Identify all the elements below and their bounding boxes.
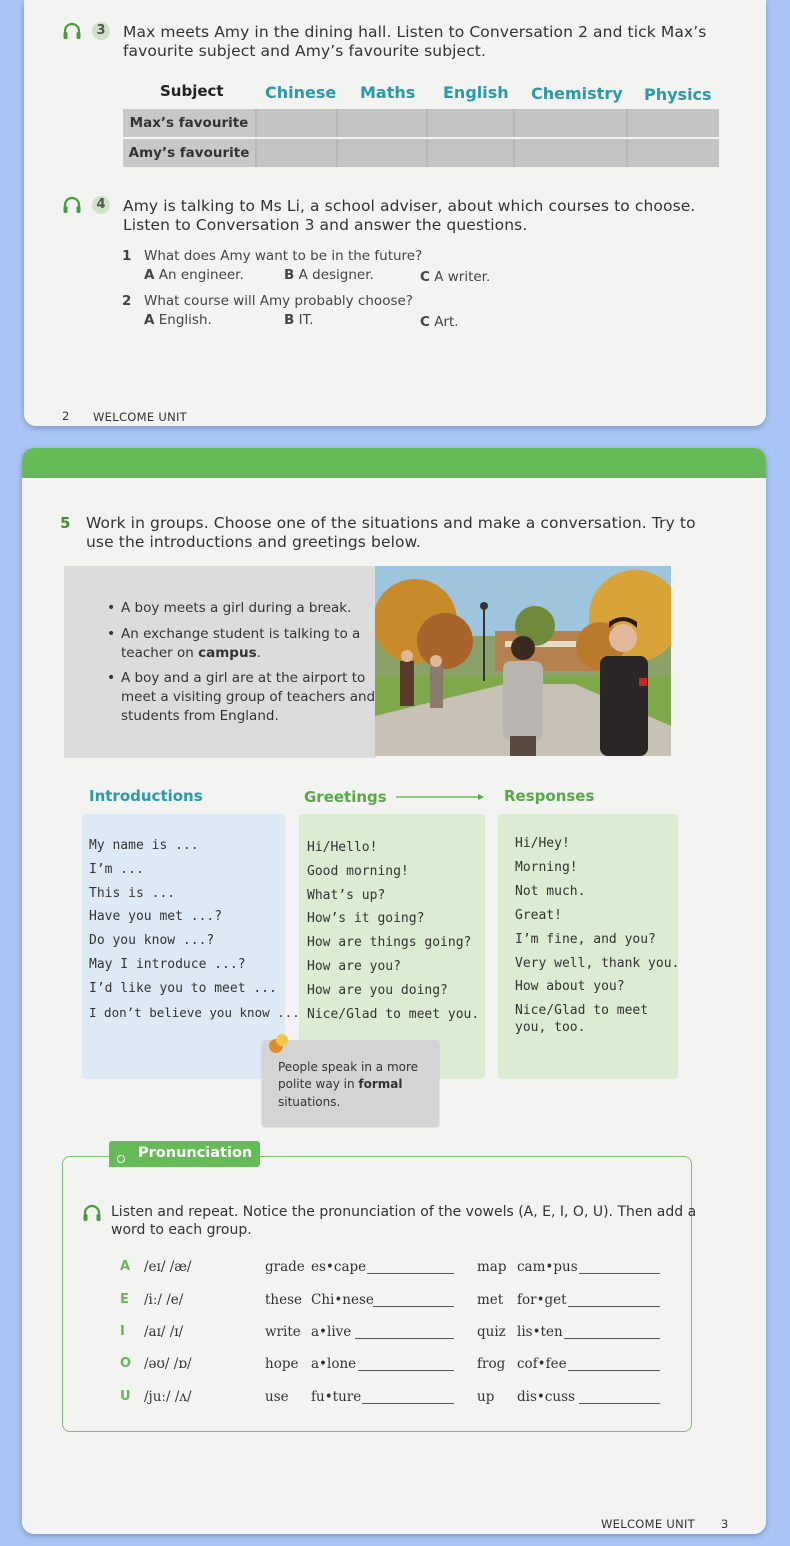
situation-3-line2: meet a visiting group of teachers and xyxy=(121,689,376,705)
intro-phrase: May I introduce ...? xyxy=(89,957,246,972)
example-word: cam•pus xyxy=(517,1259,578,1275)
tick-cell-amy-maths[interactable] xyxy=(338,139,426,167)
vowel-sounds: /eɪ/ /æ/ xyxy=(144,1259,192,1275)
vowel-letter: I xyxy=(120,1324,125,1339)
answer-blank[interactable] xyxy=(568,1370,660,1371)
answer-blank[interactable] xyxy=(355,1338,454,1339)
example-word: dis•cuss xyxy=(517,1389,575,1405)
intro-phrase: This is ... xyxy=(89,886,176,901)
vowel-sounds: /əʊ/ /ɒ/ xyxy=(144,1356,192,1372)
q4-item-question: What does Amy want to be in the future? xyxy=(144,248,423,264)
q3-text-line2: favourite subject and Amy’s favourite subject. xyxy=(123,42,487,60)
example-word: fu•ture xyxy=(311,1389,362,1405)
pronunciation-instruction-line1: Listen and repeat. Notice the pronunciation of the vowels (A, E, I, O, U). Then add a xyxy=(111,1204,697,1220)
page-number: 2 xyxy=(62,409,70,423)
campus-photo xyxy=(375,566,671,756)
example-word: hope xyxy=(265,1356,299,1372)
response-phrase: Not much. xyxy=(515,884,586,899)
note-line3: situations. xyxy=(278,1095,341,1109)
example-word: for•get xyxy=(517,1292,567,1308)
answer-blank[interactable] xyxy=(367,1273,454,1274)
q4-text-line2: Listen to Conversation 3 and answer the questions. xyxy=(123,216,528,234)
situation-2: • An exchange student is talking to a xyxy=(121,625,360,644)
greeting-phrase: How’s it going? xyxy=(307,911,425,926)
textbook-page-2 xyxy=(24,0,766,426)
subject-chemistry: Chemistry xyxy=(531,84,623,103)
response-phrase: Hi/Hey! xyxy=(515,836,570,851)
tick-cell-max-chinese[interactable] xyxy=(257,109,336,137)
vowel-letter: E xyxy=(120,1292,129,1307)
option[interactable]: C Art. xyxy=(420,314,459,330)
page-number: 3 xyxy=(721,1517,729,1531)
example-word: met xyxy=(477,1292,504,1308)
q5-text-line1: Work in groups. Choose one of the situations and make a conversation. Try to xyxy=(86,514,696,532)
option[interactable]: A English. xyxy=(144,312,212,328)
table-header-subject: Subject xyxy=(160,82,224,100)
pushpin-icon xyxy=(268,1033,292,1055)
introductions-heading: Introductions xyxy=(89,787,203,805)
greeting-phrase: Hi/Hello! xyxy=(307,840,378,855)
table-row-amy xyxy=(123,139,719,167)
example-word: write xyxy=(265,1324,301,1340)
situation-2-line2: teacher on campus. xyxy=(121,645,261,661)
example-word: es•cape xyxy=(311,1259,367,1275)
note-line2: polite way in formal xyxy=(278,1077,403,1091)
answer-blank[interactable] xyxy=(358,1370,454,1371)
answer-blank[interactable] xyxy=(564,1338,660,1339)
q5-text-line2: use the introductions and greetings below. xyxy=(86,533,421,551)
intro-phrase: My name is ... xyxy=(89,838,199,853)
situation-3-line3: students from England. xyxy=(121,708,279,724)
q4-item-number: 2 xyxy=(122,293,132,309)
tick-cell-max-physics[interactable] xyxy=(628,109,719,137)
intro-phrase: Have you met ...? xyxy=(89,909,223,924)
example-word: frog xyxy=(477,1356,506,1372)
tick-cell-max-english[interactable] xyxy=(428,109,513,137)
answer-blank[interactable] xyxy=(579,1273,660,1274)
example-word: a•live xyxy=(311,1324,352,1340)
response-phrase: you, too. xyxy=(515,1020,586,1035)
q4-item-number: 1 xyxy=(122,248,132,264)
intro-phrase: I’d like you to meet ... xyxy=(89,981,277,996)
example-word: a•lone xyxy=(311,1356,357,1372)
example-word: up xyxy=(477,1389,495,1405)
intro-phrase: I don’t believe you know ... xyxy=(89,1005,300,1020)
greeting-phrase: Good morning! xyxy=(307,864,409,879)
example-word: map xyxy=(477,1259,507,1275)
option[interactable]: A An engineer. xyxy=(144,267,244,283)
option[interactable]: C A writer. xyxy=(420,269,491,285)
subject-physics: Physics xyxy=(644,85,712,104)
vowel-letter: U xyxy=(120,1389,131,1404)
example-word: use xyxy=(265,1389,289,1405)
question-number: 3 xyxy=(92,22,110,40)
greeting-phrase: How are things going? xyxy=(307,935,472,950)
option[interactable]: B A designer. xyxy=(284,267,374,283)
greeting-phrase: How are you doing? xyxy=(307,983,448,998)
example-word: Chi•nese xyxy=(311,1292,374,1308)
greeting-phrase: Nice/Glad to meet you. xyxy=(307,1007,480,1022)
response-phrase: I’m fine, and you? xyxy=(515,932,656,947)
row-label-amy: Amy’s favourite xyxy=(123,139,255,167)
pronunciation-title: Pronunciation xyxy=(138,1145,253,1161)
tick-cell-amy-physics[interactable] xyxy=(628,139,719,167)
q4-item-question: What course will Amy probably choose? xyxy=(144,293,413,309)
situation-1: • A boy meets a girl during a break. xyxy=(121,599,351,618)
example-word: grade xyxy=(265,1259,305,1275)
response-phrase: Very well, thank you. xyxy=(515,956,680,971)
textbook-page-3 xyxy=(22,448,766,1534)
response-phrase: Nice/Glad to meet xyxy=(515,1003,649,1018)
green-header-bar xyxy=(22,448,766,478)
q4-text-line1: Amy is talking to Ms Li, a school adviser, about which courses to choose. xyxy=(123,197,696,215)
situation-3: • A boy and a girl are at the airport to xyxy=(121,669,365,688)
headphones-icon xyxy=(62,22,82,40)
headphones-icon xyxy=(82,1204,102,1222)
subject-chinese: Chinese xyxy=(265,83,337,102)
vowel-sounds: /iː/ /e/ xyxy=(144,1292,184,1308)
answer-blank[interactable] xyxy=(568,1306,660,1307)
question-number: 4 xyxy=(92,196,110,214)
answer-blank[interactable] xyxy=(373,1306,454,1307)
answer-blank[interactable] xyxy=(579,1403,660,1404)
greeting-phrase: What’s up? xyxy=(307,888,386,903)
circle-icon xyxy=(117,1155,125,1163)
note-line1: People speak in a more xyxy=(278,1060,419,1074)
intro-phrase: Do you know ...? xyxy=(89,933,215,948)
intro-phrase: I’m ... xyxy=(89,862,144,877)
pronunciation-instruction-line2: word to each group. xyxy=(111,1222,252,1238)
tick-cell-amy-chemistry[interactable] xyxy=(515,139,626,167)
response-phrase: How about you? xyxy=(515,979,625,994)
vowel-letter: A xyxy=(120,1259,131,1274)
responses-heading: Responses xyxy=(504,787,595,805)
tick-cell-max-chemistry[interactable] xyxy=(515,109,626,137)
example-word: lis•ten xyxy=(517,1324,563,1340)
tick-cell-amy-chinese[interactable] xyxy=(257,139,336,167)
row-label-max: Max’s favourite xyxy=(123,109,255,137)
greeting-phrase: How are you? xyxy=(307,959,401,974)
subject-maths: Maths xyxy=(360,83,416,102)
subject-english: English xyxy=(443,83,509,102)
arrow-right-icon xyxy=(396,792,484,802)
answer-blank[interactable] xyxy=(362,1403,454,1404)
headphones-icon xyxy=(62,196,82,214)
vowel-sounds: /aɪ/ /ɪ/ xyxy=(144,1324,184,1340)
example-word: cof•fee xyxy=(517,1356,567,1372)
response-phrase: Morning! xyxy=(515,860,578,875)
table-row-max xyxy=(123,109,719,137)
response-phrase: Great! xyxy=(515,908,562,923)
footer-label: WELCOME UNIT xyxy=(601,1517,696,1531)
question-number: 5 xyxy=(60,514,71,532)
q3-text-line1: Max meets Amy in the dining hall. Listen to Conversation 2 and tick Max’s xyxy=(123,23,707,41)
footer-label: WELCOME UNIT xyxy=(93,410,188,424)
vowel-sounds: /juː/ /ʌ/ xyxy=(144,1389,192,1405)
tick-cell-max-maths[interactable] xyxy=(338,109,426,137)
greetings-heading: Greetings xyxy=(304,788,387,806)
example-word: quiz xyxy=(477,1324,506,1340)
vowel-letter: O xyxy=(120,1356,132,1371)
tick-cell-amy-english[interactable] xyxy=(428,139,513,167)
example-word: these xyxy=(265,1292,303,1308)
option[interactable]: B IT. xyxy=(284,312,314,328)
